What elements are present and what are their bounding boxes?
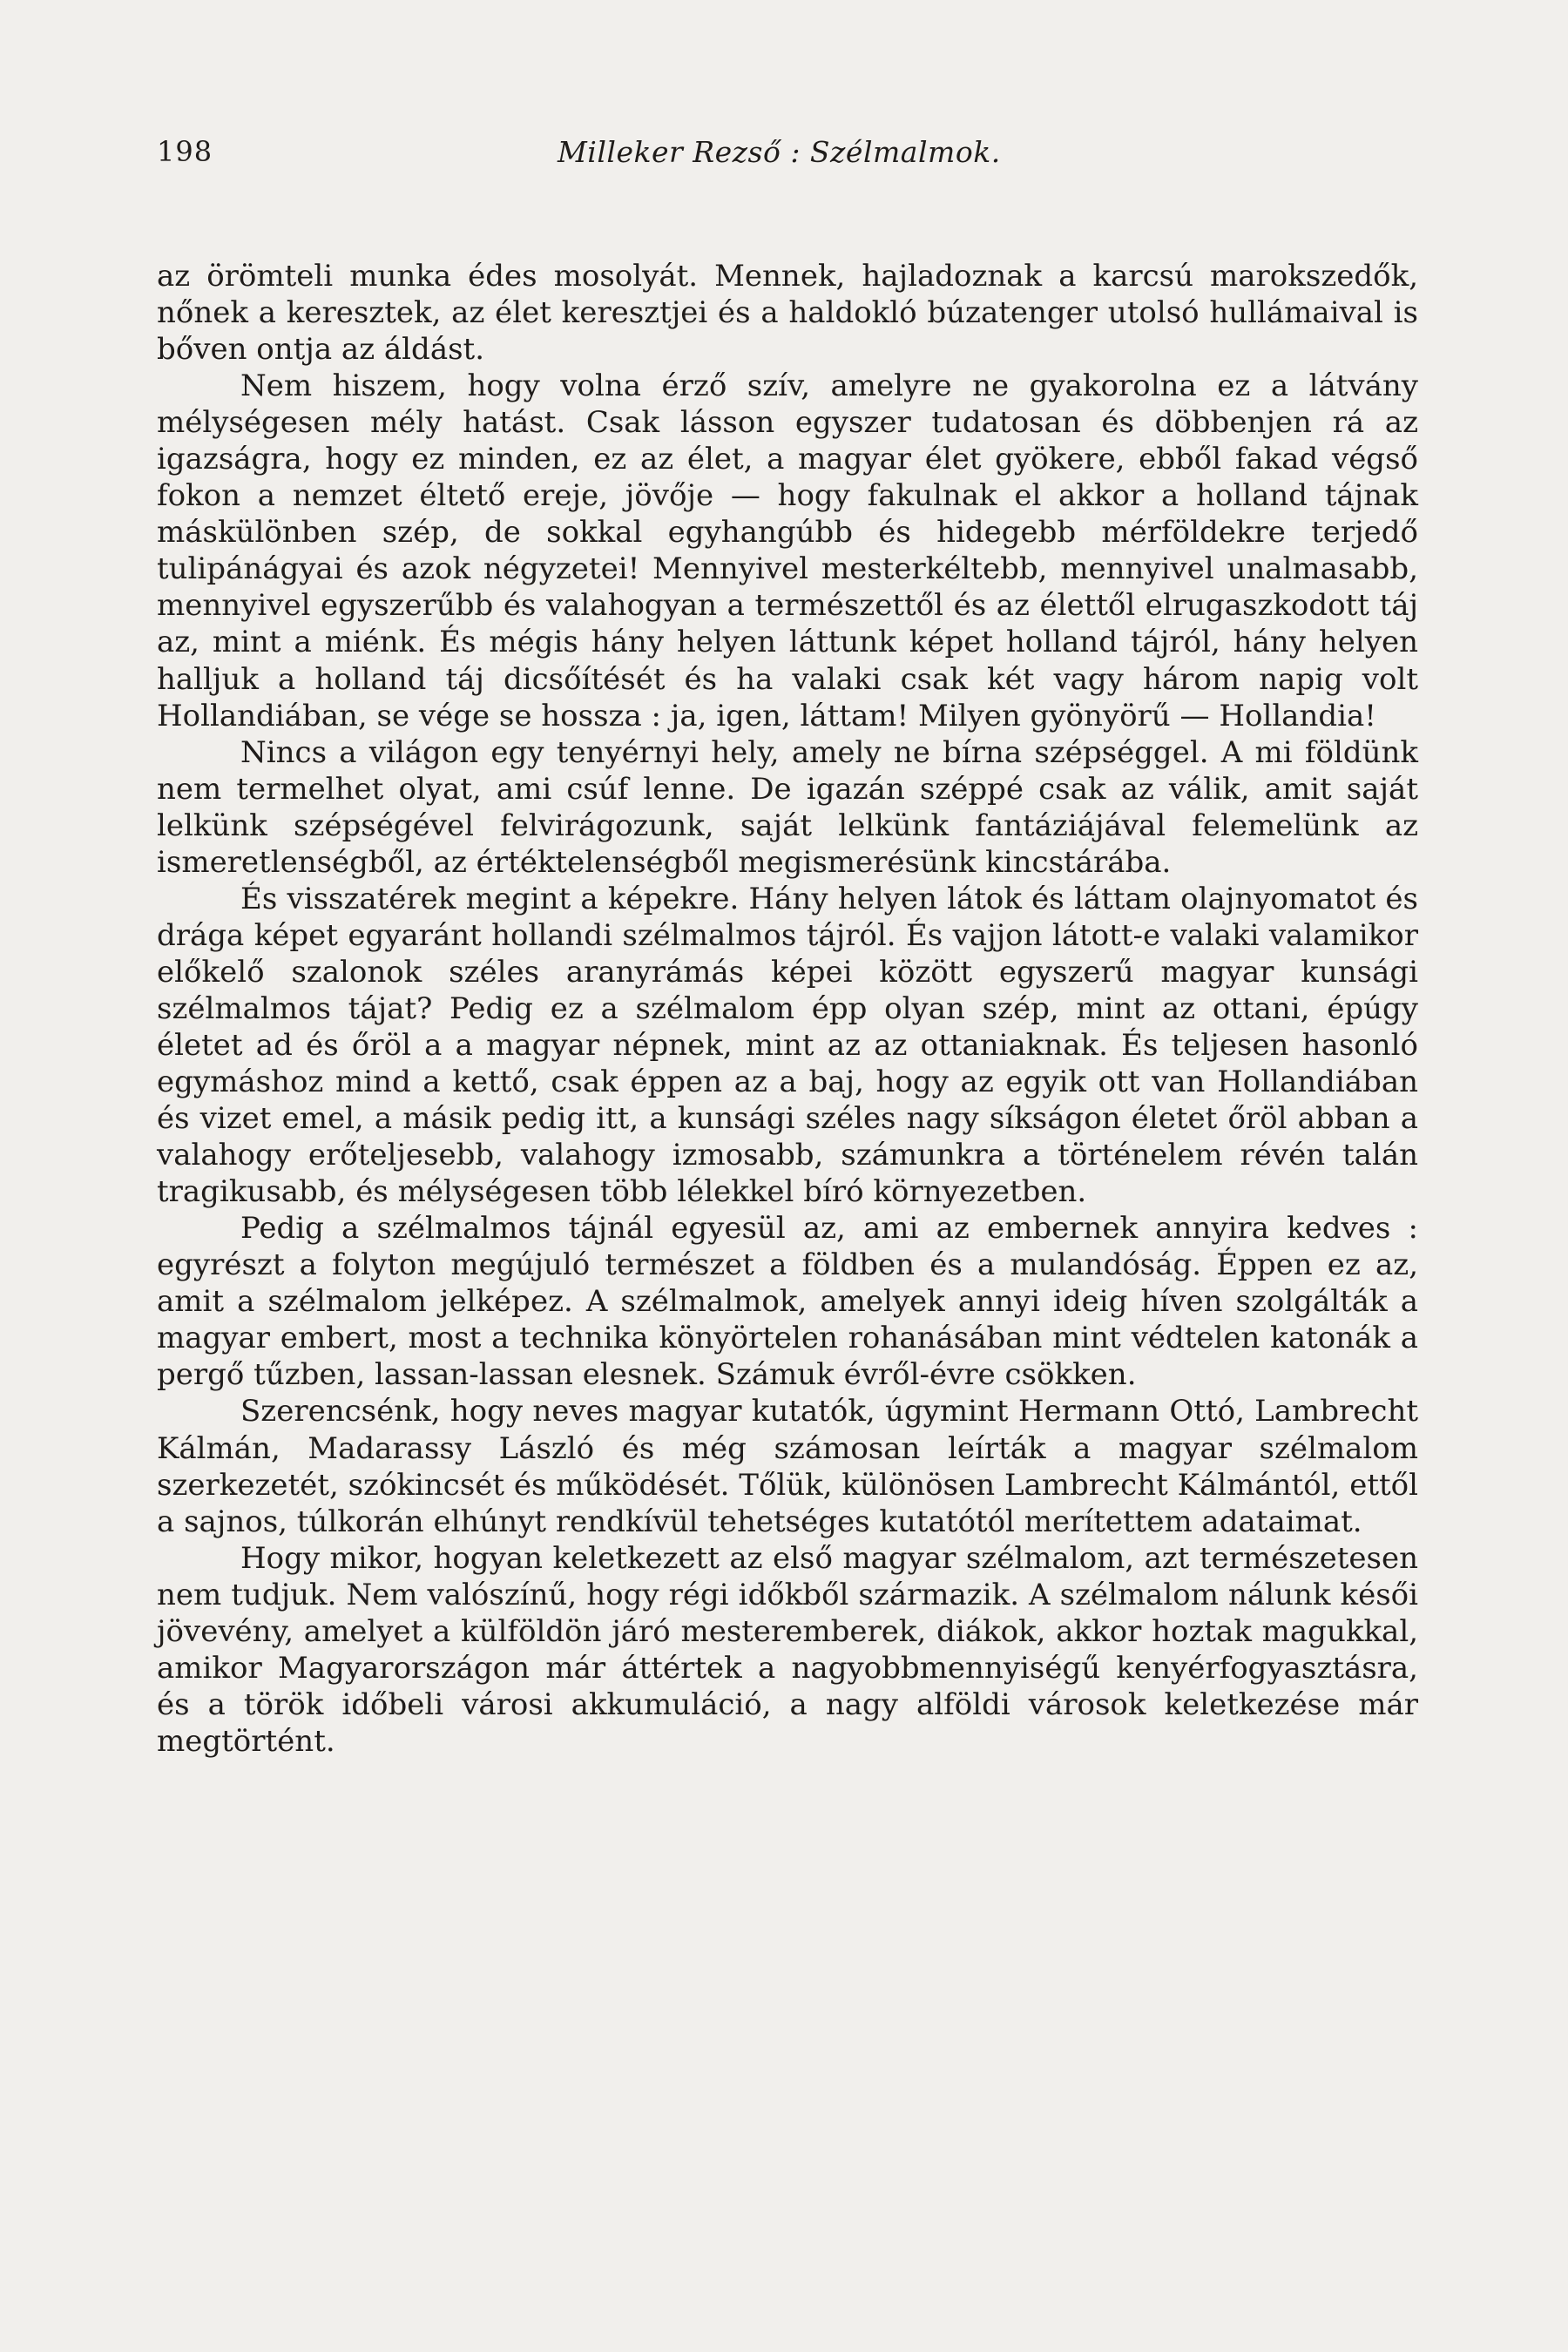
paragraph-2: Nem hiszem, hogy volna érző szív, amelyre ne gyakorolna ez a látvány mélységesen mély hatást. Csak lásson egyszer tudatosan és döbbenjen rá az igazságra, hogy ez minden, ez az élet, a magyar élet gyökere, ebből fakad végső fokon a nemzet éltető ereje, jövője — hogy fakulnak el akkor a holland tájnak máskülönben szép, de sokkal egyhangúbb és hidegebb mérföldekre terjedő tulipánágyai és azok négyzetei! Mennyivel mesterkéltebb, mennyivel unalmasabb, mennyivel egyszerűbb és valahogyan a természettől és az élettől elrugaszkodott táj az, mint a miénk. És mégis hány helyen láttunk képet holland tájról, hány helyen halljuk a holland táj dicsőítését és ha valaki csak két vagy három napig volt Hollandiában, se vége se hossza : ja, igen, láttam! Milyen gyönyörű — Hollandia! — [157, 368, 1418, 733]
paragraph-5: Pedig a szélmalmos tájnál egyesül az, ami az embernek annyira kedves : egyrészt a folyton megújuló természet a földben és a mulandóság. Éppen ez az, amit a szélmalom jelképez. A szélmalmok, amelyek annyi ideig híven szolgálták a magyar embert, most a technika könyörtelen rohanásában mint védtelen katonák a pergő tűzben, lassan-lassan elesnek. Számuk évről-évre csökken. — [157, 1211, 1418, 1393]
paragraph-4: És visszatérek megint a képekre. Hány helyen látok és láttam olajnyomatot és drága képet egyaránt hollandi szélmalmos tájról. És vajjon látott-e valaki valamikor előkelő szalonok széles aranyrámás képei között egyszerű magyar kunsági szélmalmos tájat? Pedig ez a szélmalom épp olyan szép, mint az ottani, épúgy életet ad és őröl a a magyar népnek, mint az az ottaniaknak. És teljesen hasonló egymáshoz mind a kettő, csak éppen az a baj, hogy az egyik ott van Hollandiában és vizet emel, a másik pedig itt, a kunsági széles nagy síkságon életet őröl abban a valahogy erőteljesebb, valahogy izmosabb, számunkra a történelem révén talán tragikusabb, és mélységesen több lélekkel bíró környezetben. — [157, 881, 1418, 1210]
running-head — [157, 135, 1420, 179]
body-text — [157, 258, 1418, 1760]
page-number: 198 — [157, 135, 213, 168]
paragraph-6: Szerencsénk, hogy neves magyar kutatók, úgymint Hermann Ottó, Lambrecht Kálmán, Madarassy László és még számosan leírták a magyar szélmalom szerkezetét, szókincsét és működését. Tőlük, különösen Lambrecht Kálmántól, ettől a sajnos, túlkorán elhúnyt rendkívül tehetséges kutatótól merítettem adataimat. — [157, 1394, 1418, 1539]
paragraph-1: az örömteli munka édes mosolyát. Mennek, hajladoznak a karcsú marokszedők, nőnek a keresztek, az élet keresztjei és a haldokló búzatenger utolsó hullámaival is bőven ontja az áldást. — [157, 259, 1418, 368]
paragraph-3: Nincs a világon egy tenyérnyi hely, amely ne bírna szépséggel. A mi földünk nem termelhet olyat, ami csúf lenne. De igazán széppé csak az válik, amit saját lelkünk szépségével felvirágozunk, saját lelkünk fantáziájával felemelünk az ismeretlenségből, az értéktelenségből megismerésünk kincstárába. — [157, 734, 1418, 880]
running-title: Milleker Rezső : Szélmalmok. — [558, 135, 1001, 169]
paragraph-7: Hogy mikor, hogyan keletkezett az első magyar szélmalom, azt természetesen nem tudjuk. Nem valószínű, hogy régi időkből származik. A szélmalom nálunk késői jövevény, amelyet a külföldön járó mesteremberek, diákok, akkor hoztak magukkal, amikor Magyarországon már áttértek a nagyobbmennyiségű kenyérfogyasztásra, és a török időbeli városi akkumuláció, a nagy alföldi városok keletkezése már megtörtént. — [157, 1540, 1418, 1759]
